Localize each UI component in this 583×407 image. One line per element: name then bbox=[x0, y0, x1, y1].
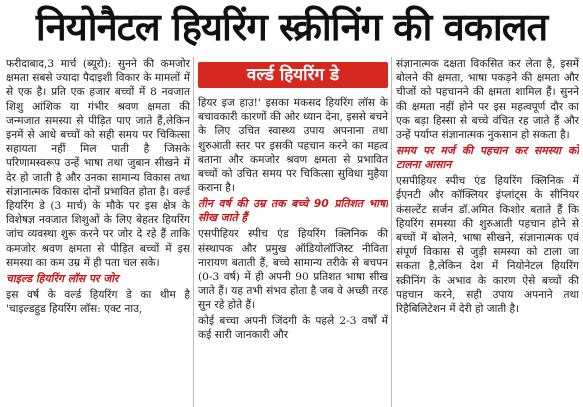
article-column-1 bbox=[6, 57, 190, 407]
subheading: तीन वर्ष की उम्र तक बच्चे 90 प्रतिशत भाषा सीख जाते हैं bbox=[198, 197, 388, 225]
subheading: चाइल्ड हियरिंग लॉस पर जोर bbox=[6, 272, 119, 286]
paragraph: एसपीहियर स्पीच एंड हियरिंग क्लिनिक में ईएनटी और कॉक्लियर इंप्लांट्स के सीनियर कंसल्टेंट सर्जन डॉ.अमित किशोर बताते हैं कि हियरिंग समस्या की शुरुआती पहचान होने से बच्चों में बोलने, भाषा सीखने, संज्ञानात्मक एवं संपूर्ण विकास से जुड़ी समस्या को टाला जा सकता है,लेकिन देश में नियोनेटल हियरिंग स्क्रीनिंग के अभाव के कारण ऐसे बच्चों की पहचान करने, सही उपाय अपनाने तथा रिहैबिलिटेशन में देरी हो जाती है। bbox=[396, 175, 579, 316]
section-band-label: वर्ल्ड हियरिंग डे bbox=[198, 62, 388, 88]
paragraph: फरीदाबाद,3 मार्च (ब्यूरो): सुनने की कमजोर क्षमता सबसे ज्यादा पैदाइशी विकार के मामलों में से एक है। प्रति एक हजार बच्चों में 8 नवजात शिशु आंशिक या गंभीर श्रवण क्षमता की जन्मजात समस्या से पीड़ित पाए जाते हैं,लेकिन इनमें से आधे बच्चों को सही समय पर चिकित्सा सहायता नहीं मिल पाती है जिसके परिणामस्वरूप उन्हें भाषा तथा जुबान सीखने में देर हो जाती है और उनका सामान्य विकास तथा संज्ञानात्मक विकास दोनों प्रभावित होता है। वर्ल्ड हियरिंग डे (3 मार्च) के मौके पर इस क्षेत्र के विशेषज्ञ नवजात शिशुओं के लिए बेहतर हियरिंग जांच व्यवस्था शुरू करने पर जोर दे रहे हैं ताकि कमजोर श्रवण क्षमता से पीड़ित बच्चों में इस समस्या का कम उम्र में ही पता चल सके। bbox=[6, 58, 190, 269]
paragraph: इस वर्ष के वर्ल्ड हियरिंग डे का थीम है 'चाइल्डहुड हियरिंग लॉस: एक्ट नाउ, bbox=[6, 289, 190, 316]
paragraph: संज्ञानात्मक दक्षता विकसित कर लेता है, इसमें बोलने की क्षमता, भाषा पकड़ने की क्षमता और चीजों को पहचानने की क्षमता शामिल हैं। सुनने की क्षमता नहीं होने पर इस महत्वपूर्ण दौर का एक बड़ा हिस्सा से बच्चे वंचित रह जाते हैं और उन्हें पर्याप्त संज्ञानात्मक नुकसान हो सकता है। bbox=[396, 58, 579, 142]
paragraph: हियर इज हाउ!' इसका मकसद हियरिंग लॉस के बचावकारी कारणों की ओर ध्यान देना, इससे बचने के लिए उचित स्वास्थ्य उपाय अपनाना तथा शुरुआती स्तर पर इसकी पहचान करने का महत्व बताना और कमजोर श्रवण क्षमता से प्रभावित बच्चों को उचित समय पर चिकित्सा सुविधा मुहैया कराना है। bbox=[198, 97, 388, 195]
article-column-3 bbox=[396, 57, 579, 407]
column-divider bbox=[391, 57, 392, 407]
headline: नियोनैटल हियरिंग स्क्रीनिंग की वकालत bbox=[35, 5, 548, 49]
paragraph: एसपीहियर स्पीच एंड हियरिंग क्लिनिक की संस्थापक और प्रमुख ऑडियोलॉजिस्ट नीविता नारायण बताती हैं, बच्चे सामान्य तरीके से बचपन (0-3 वर्ष) में ही अपनी 90 प्रतिशत भाषा सीख जाते हैं। यह तभी संभव होता है जब वे अच्छी तरह सुन रहे होते हैं। bbox=[198, 228, 388, 312]
paragraph: कोई बच्चा अपनी जिंदगी के पहले 2-3 वर्षों में कई सारी जानकारी और bbox=[198, 314, 388, 341]
column-divider bbox=[193, 57, 194, 407]
subheading: समय पर मर्ज की पहचान कर समस्या को टालना आसान bbox=[396, 144, 579, 172]
article-column-2 bbox=[198, 96, 388, 407]
